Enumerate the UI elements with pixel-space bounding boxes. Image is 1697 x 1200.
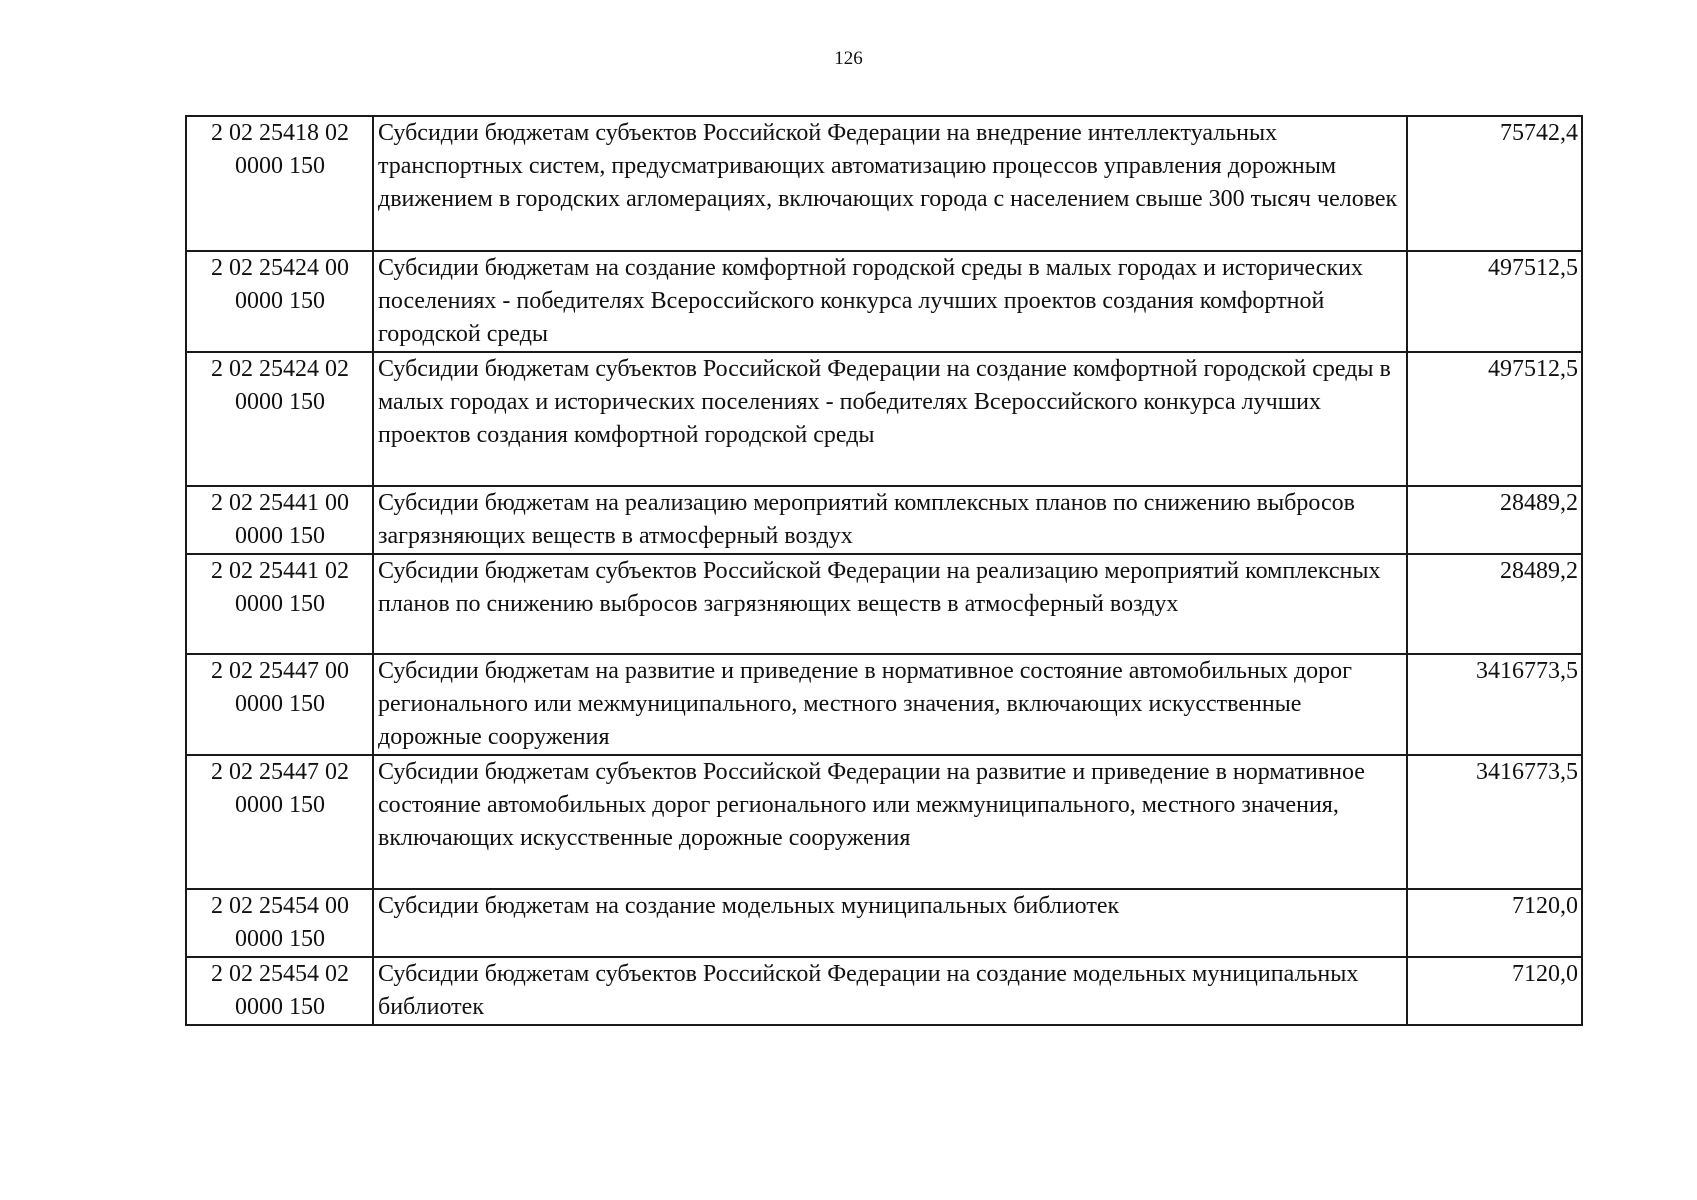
description-cell: Субсидии бюджетам на реализацию мероприятий комплексных планов по снижению выбросов загрязняющих веществ в атмосферный воздух: [373, 486, 1407, 554]
budget-code-line: 0000 150: [235, 523, 325, 549]
budget-code-line: 2 02 25447 02: [211, 759, 349, 785]
amount-cell: 497512,5: [1407, 251, 1582, 352]
budget-code-line: 2 02 25441 00: [211, 490, 349, 516]
budget-code-line: 2 02 25424 02: [211, 356, 349, 382]
amount-cell: 3416773,5: [1407, 755, 1582, 889]
budget-code-cell: [186, 889, 373, 957]
table-row: [186, 116, 1582, 251]
table-row: [186, 352, 1582, 486]
budget-code-line: 0000 150: [235, 994, 325, 1020]
budget-code-line: 0000 150: [235, 389, 325, 415]
budget-code-line: 0000 150: [235, 691, 325, 717]
budget-code-line: 2 02 25418 02: [211, 120, 349, 146]
description-cell: Субсидии бюджетам субъектов Российской Федерации на развитие и приведение в нормативное состояние автомобильных дорог регионального или межмуниципального, местного значения, включающих искусственные дорожные сооружения: [373, 755, 1407, 889]
table-row: [186, 889, 1582, 957]
description-cell: Субсидии бюджетам на развитие и приведение в нормативное состояние автомобильных дорог регионального или межмуниципального, местного значения, включающих искусственные дорожные сооружения: [373, 654, 1407, 755]
table-row: [186, 251, 1582, 352]
table-row: [186, 755, 1582, 889]
description-cell: Субсидии бюджетам субъектов Российской Федерации на создание модельных муниципальных библиотек: [373, 957, 1407, 1025]
amount-cell: 28489,2: [1407, 486, 1582, 554]
budget-code-line: 2 02 25441 02: [211, 558, 349, 584]
budget-code-line: 0000 150: [235, 926, 325, 952]
budget-code-line: 2 02 25454 02: [211, 961, 349, 987]
budget-code-line: 2 02 25424 00: [211, 255, 349, 281]
page-number: 126: [834, 48, 863, 69]
budget-code-line: 0000 150: [235, 288, 325, 314]
budget-code-cell: [186, 352, 373, 486]
budget-code-cell: [186, 755, 373, 889]
amount-cell: 3416773,5: [1407, 654, 1582, 755]
budget-code-cell: [186, 554, 373, 654]
budget-code-line: 2 02 25447 00: [211, 658, 349, 684]
table-row: [186, 957, 1582, 1025]
table-row: [186, 654, 1582, 755]
budget-code-cell: [186, 957, 373, 1025]
budget-code-cell: [186, 251, 373, 352]
budget-code-line: 2 02 25454 00: [211, 893, 349, 919]
description-cell: Субсидии бюджетам субъектов Российской Федерации на создание комфортной городской среды в малых городах и исторических поселениях - победителях Всероссийского конкурса лучших проектов создания комфортной городской среды: [373, 352, 1407, 486]
budget-code-cell: [186, 486, 373, 554]
description-cell: Субсидии бюджетам субъектов Российской Федерации на реализацию мероприятий комплексных планов по снижению выбросов загрязняющих веществ в атмосферный воздух: [373, 554, 1407, 654]
description-cell: Субсидии бюджетам на создание модельных муниципальных библиотек: [373, 889, 1407, 957]
description-cell: Субсидии бюджетам субъектов Российской Федерации на внедрение интеллектуальных транспортных систем, предусматривающих автоматизацию процессов управления дорожным движением в городских агломерациях, включающих города с населением свыше 300 тысяч человек: [373, 116, 1407, 251]
budget-table: [185, 115, 1583, 1026]
table-row: [186, 486, 1582, 554]
amount-cell: 7120,0: [1407, 889, 1582, 957]
amount-cell: 28489,2: [1407, 554, 1582, 654]
amount-cell: 7120,0: [1407, 957, 1582, 1025]
amount-cell: 497512,5: [1407, 352, 1582, 486]
budget-code-line: 0000 150: [235, 792, 325, 818]
budget-code-cell: [186, 654, 373, 755]
table-row: [186, 554, 1582, 654]
budget-code-cell: [186, 116, 373, 251]
budget-code-line: 0000 150: [235, 591, 325, 617]
budget-code-line: 0000 150: [235, 153, 325, 179]
amount-cell: 75742,4: [1407, 116, 1582, 251]
description-cell: Субсидии бюджетам на создание комфортной городской среды в малых городах и исторических поселениях - победителях Всероссийского конкурса лучших проектов создания комфортной городской среды: [373, 251, 1407, 352]
